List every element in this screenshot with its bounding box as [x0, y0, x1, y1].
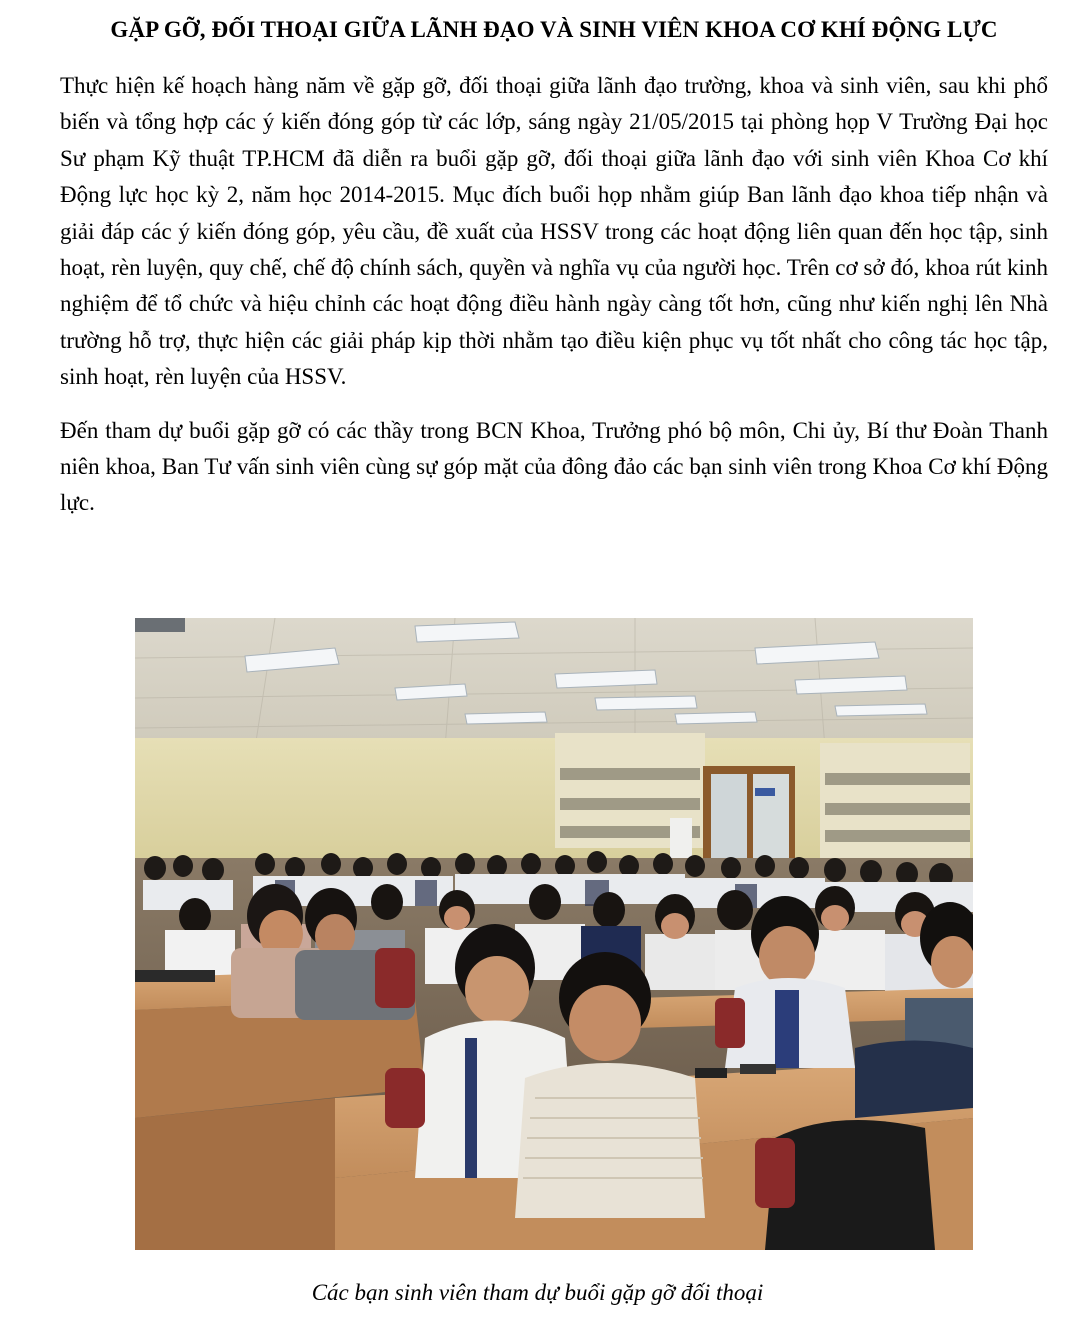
phone — [695, 1068, 727, 1078]
article-paragraph-2: Đến tham dự buổi gặp gỡ có các thầy trong BCN Khoa, Trưởng phó bộ môn, Chi ủy, Bí thư Đoàn Thanh niên khoa, Ban Tư vấn sinh viên cùng sự góp mặt của đông đảo các bạn sinh viên trong Khoa Cơ khí Động lực. — [60, 417, 1048, 516]
ceiling-light — [465, 712, 547, 724]
meeting-room-photo — [135, 618, 973, 1250]
ceiling-light — [835, 704, 927, 716]
ceiling-light — [595, 696, 697, 710]
ceiling-light — [415, 622, 519, 642]
phone — [740, 1064, 776, 1074]
ceiling-light — [675, 712, 757, 724]
projector — [135, 618, 185, 632]
laptop — [135, 970, 215, 982]
article — [60, 14, 1048, 522]
article-paragraph-1: Thực hiện kế hoạch hàng năm về gặp gỡ, đối thoại giữa lãnh đạo trường, khoa và sinh viên, sau khi phổ biến và tổng hợp các ý kiến đóng góp từ các lớp, sáng ngày 21/05/2015 tại phòng họp V Trường Đại học Sư phạm Kỹ thuật TP.HCM đã diễn ra buổi gặp gỡ, đối thoại giữa lãnh đạo với sinh viên Khoa Cơ khí Động lực học kỳ 2, năm học 2014-2015. Mục đích buổi họp nhằm giúp Ban lãnh đạo khoa tiếp nhận và giải đáp các ý kiến đóng góp, yêu cầu, đề xuất của HSSV trong các hoạt động liên quan đến học tập, sinh hoạt, rèn luyện, quy chế, chế độ chính sách, quyền và nghĩa vụ của người học. Trên cơ sở đó, khoa rút kinh nghiệm để tổ chức và hiệu chỉnh các hoạt động điều hành ngày càng tốt hơn, cũng như kiến nghị lên Nhà trường hỗ trợ, thực hiện các giải pháp kịp thời nhằm tạo điều kiện phục vụ tốt nhất cho công tác học tập, sinh hoạt, rèn luyện của HSSV. — [60, 73, 1048, 390]
door — [703, 766, 795, 866]
curtain-right — [820, 743, 970, 858]
article-title: GẶP GỠ, ĐỐI THOẠI GIỮA LÃNH ĐẠO VÀ SINH VIÊN KHOA CƠ KHÍ ĐỘNG LỰC — [110, 17, 998, 42]
photo-caption: Các bạn sinh viên tham dự buổi gặp gỡ đối thoại — [311, 1280, 764, 1305]
